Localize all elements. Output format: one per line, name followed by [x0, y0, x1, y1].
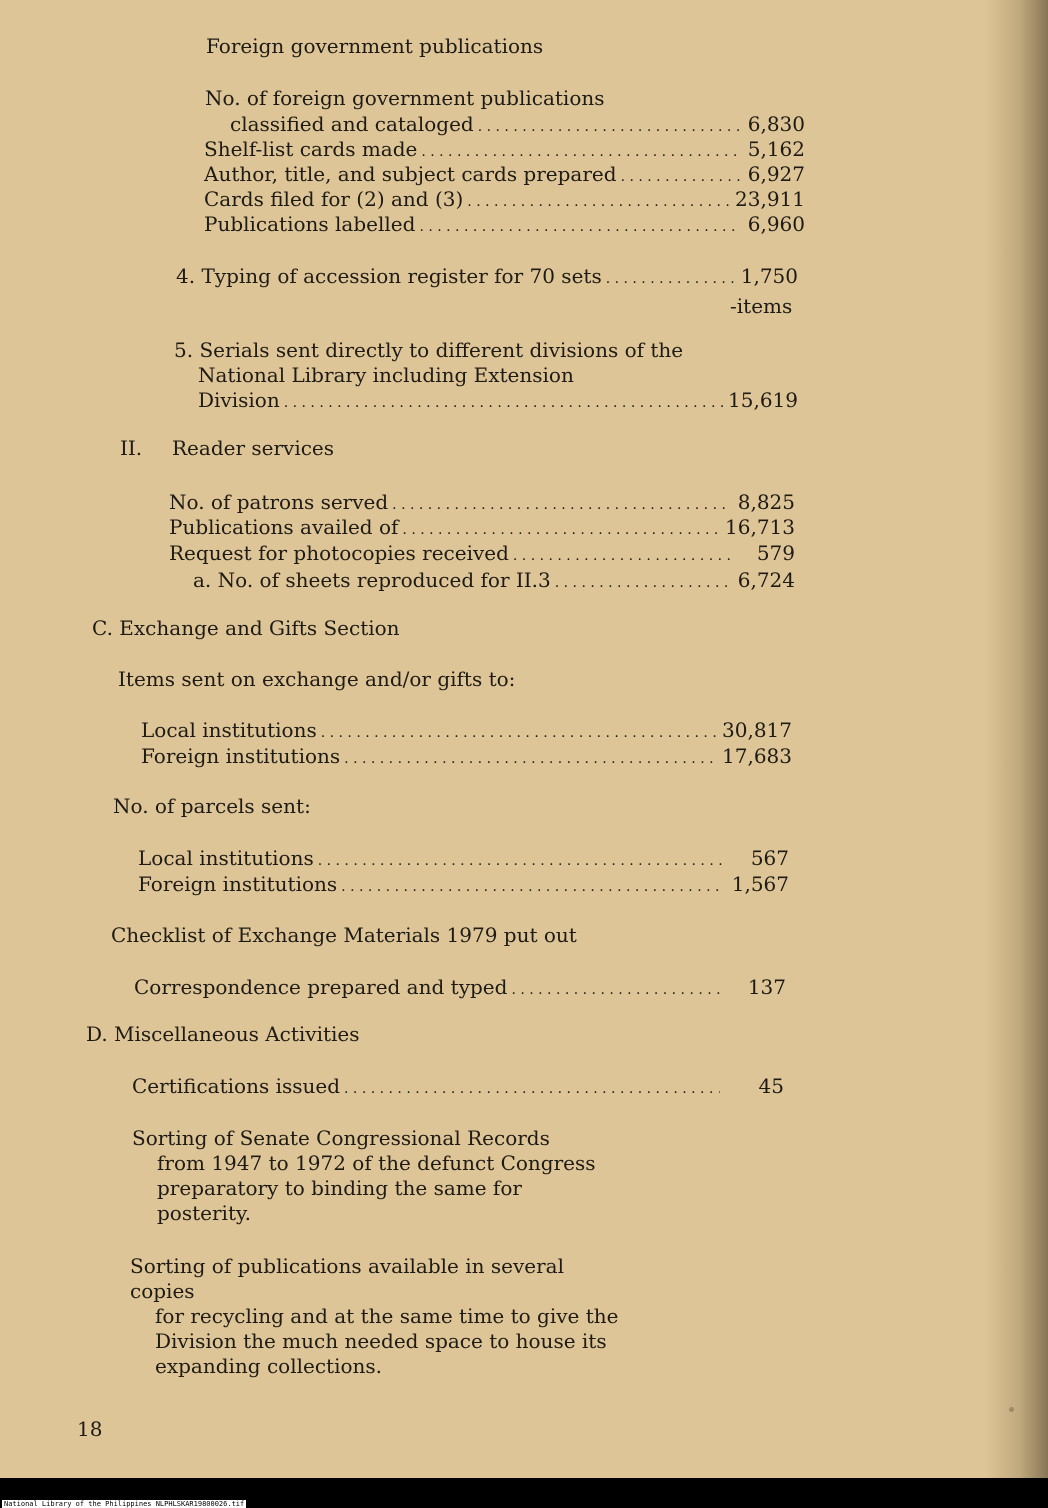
exchange-items-label: Local institutions: [141, 718, 317, 742]
misc-paragraph-2-rest: for recycling and at the same time to give the Division the much needed space to house its expanding collections.: [155, 1304, 619, 1378]
foreign-item2-row: [204, 137, 805, 164]
reader-row-value: 579: [756, 541, 795, 565]
leader-dots: [606, 264, 734, 291]
reader-row-value: 6,724: [737, 568, 795, 592]
exchange-correspondence-label: Correspondence prepared and typed: [134, 975, 508, 999]
leader-dots: [621, 162, 741, 189]
foreign-item1-label: classified and cataloged: [230, 112, 474, 136]
leader-dots: [392, 490, 731, 517]
foreign-heading: Foreign government publications: [206, 34, 544, 58]
page-edge-shadow: [985, 0, 1048, 1478]
leader-dots: [511, 975, 722, 1002]
reader-row-label: Request for photocopies received: [169, 541, 509, 565]
leader-dots: [284, 388, 724, 415]
foreign-item5-value: 6,960: [747, 212, 805, 236]
leader-dots: [402, 515, 721, 542]
item4-row: [176, 264, 798, 291]
exchange-parcels-heading: No. of parcels sent:: [113, 794, 311, 818]
foreign-item1-value: 6,830: [747, 112, 805, 136]
leader-dots: [513, 541, 731, 568]
exchange-items-row: [141, 718, 792, 745]
misc-paragraph-1-rest: from 1947 to 1972 of the defunct Congress preparatory to binding the same for posterity.: [157, 1151, 596, 1225]
reader-row-label: a. No. of sheets reproduced for II.3: [193, 568, 551, 592]
reader-row-value: 8,825: [737, 490, 795, 514]
item4-label: 4. Typing of accession register for 70 sets: [176, 264, 602, 288]
leader-dots: [321, 718, 718, 745]
exchange-parcels-row: [138, 872, 789, 899]
exchange-items-label: Foreign institutions: [141, 744, 341, 768]
leader-dots: [341, 872, 725, 899]
item5-row: [198, 388, 798, 415]
leader-dots: [467, 187, 731, 214]
foreign-item1-line1: No. of foreign government publications: [205, 86, 605, 110]
exchange-parcels-label: Local institutions: [138, 846, 314, 870]
misc-cert-row: [132, 1074, 784, 1101]
reader-numeral: II.: [120, 436, 143, 460]
exchange-correspondence-row: [134, 975, 786, 1002]
misc-paragraph-2-first: Sorting of publications available in several copies: [130, 1254, 564, 1303]
item5-line1: 5. Serials sent directly to different divisions of the: [174, 338, 684, 362]
leader-dots: [419, 212, 741, 239]
leader-dots: [344, 1074, 720, 1101]
leader-dots: [555, 568, 731, 595]
foreign-item5-label: Publications labelled: [204, 212, 416, 236]
misc-cert-label: Certifications issued: [132, 1074, 341, 1098]
exchange-items-heading: Items sent on exchange and/or gifts to:: [118, 667, 516, 691]
misc-title: D. Miscellaneous Activities: [86, 1022, 360, 1046]
item4-unit: -items: [730, 294, 793, 318]
leader-dots: [344, 744, 718, 771]
exchange-checklist: Checklist of Exchange Materials 1979 put out: [111, 923, 577, 947]
leader-dots: [318, 846, 725, 873]
reader-row: [169, 541, 795, 568]
item5-line2: National Library including Extension: [198, 363, 574, 387]
reader-row-label: No. of patrons served: [169, 490, 389, 514]
exchange-correspondence-value: 137: [747, 975, 786, 999]
exchange-items-value: 30,817: [722, 718, 792, 742]
item5-value: 15,619: [728, 388, 798, 412]
exchange-parcels-row: [138, 846, 789, 873]
leader-dots: [478, 112, 741, 139]
reader-row: [169, 515, 795, 542]
misc-paragraph-1-first: Sorting of Senate Congressional Records: [132, 1126, 550, 1150]
reader-row: [193, 568, 795, 595]
exchange-title: C. Exchange and Gifts Section: [92, 616, 400, 640]
exchange-items-value: 17,683: [722, 744, 792, 768]
reader-row-label: Publications availed of: [169, 515, 399, 539]
item5-label: Division: [198, 388, 280, 412]
exchange-items-row: [141, 744, 792, 771]
leader-dots: [421, 137, 741, 164]
exchange-parcels-value: 567: [750, 846, 789, 870]
reader-row-value: 16,713: [725, 515, 795, 539]
foreign-item5-row: [204, 212, 805, 239]
misc-paragraph-1: [132, 1126, 602, 1226]
misc-paragraph-2: [130, 1254, 630, 1379]
foreign-item3-label: Author, title, and subject cards prepared: [204, 162, 617, 186]
page-number: 18: [77, 1417, 103, 1441]
foreign-item4-label: Cards filed for (2) and (3): [204, 187, 464, 211]
misc-cert-value: 45: [758, 1074, 784, 1098]
foreign-item3-row: [204, 162, 805, 189]
foreign-item1-row: [230, 112, 805, 139]
scan-caption: National Library of the Philippines NLPHLSKAR19800026.tif: [4, 1500, 245, 1508]
foreign-item4-value: 23,911: [735, 187, 805, 211]
foreign-item3-value: 6,927: [747, 162, 805, 186]
reader-row: [169, 490, 795, 517]
foreign-item2-value: 5,162: [747, 137, 805, 161]
paper-spot: [1009, 1407, 1014, 1412]
foreign-item4-row: [204, 187, 805, 214]
item4-value: 1,750: [740, 264, 798, 288]
reader-title: Reader services: [172, 436, 335, 460]
foreign-item2-label: Shelf-list cards made: [204, 137, 418, 161]
exchange-parcels-label: Foreign institutions: [138, 872, 338, 896]
exchange-parcels-value: 1,567: [731, 872, 789, 896]
